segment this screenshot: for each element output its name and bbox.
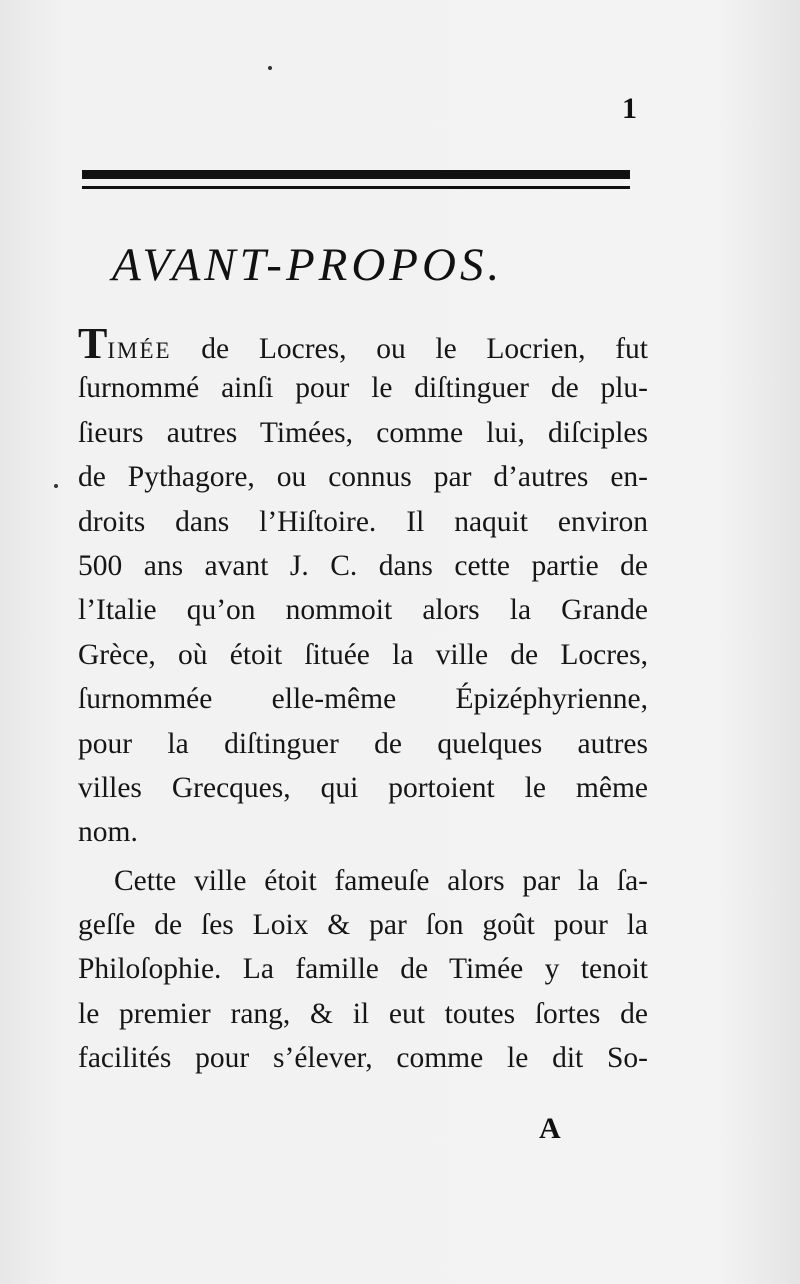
text-line: ſieurs autres Timées, comme lui, diſciples bbox=[78, 416, 648, 449]
text-line: facilités pour s’élever, comme le dit So- bbox=[78, 1042, 648, 1075]
text-line: ſurnommé ainſi pour le diſtinguer de plu- bbox=[78, 372, 648, 405]
text-line: geſſe de ſes Loix & par ſon goût pour la bbox=[78, 909, 648, 942]
text-line: ſurnommée elle-même Épizéphyrienne, bbox=[78, 683, 648, 716]
page-title: AVANT-PROPOS. bbox=[112, 239, 504, 291]
text-line: nom. bbox=[78, 816, 138, 849]
text-line: l’Italie qu’on nommoit alors la Grande bbox=[78, 594, 648, 627]
header-rule-thin bbox=[82, 186, 630, 189]
text-line: villes Grecques, qui portoient le même bbox=[78, 771, 648, 804]
small-caps-word: IMÉE bbox=[107, 338, 172, 363]
text-line: le premier rang, & il eut toutes ſortes de bbox=[78, 997, 648, 1030]
text-line: Cette ville étoit fameuſe alors par la ſa- bbox=[114, 864, 648, 897]
ink-speck bbox=[268, 66, 272, 70]
signature-mark: A bbox=[539, 1112, 561, 1145]
page-number: 1 bbox=[622, 92, 637, 125]
drop-cap: T bbox=[78, 319, 108, 368]
text-line: Philoſophie. La famille de Timée y tenoit bbox=[78, 953, 648, 986]
first-line bbox=[78, 319, 648, 368]
text-line: droits dans l’Hiſtoire. Il naquit environ bbox=[78, 505, 648, 538]
text-line: 500 ans avant J. C. dans cette partie de bbox=[78, 549, 648, 582]
text-line: Grèce, où étoit ſituée la ville de Locres, bbox=[78, 638, 648, 671]
first-line-rest: de Locres, ou le Locrien, fut bbox=[171, 333, 648, 365]
text-line: pour la diſtinguer de quelques autres bbox=[78, 727, 648, 760]
body-text bbox=[78, 319, 648, 1081]
ink-speck bbox=[54, 484, 58, 488]
header-rule-thick bbox=[82, 170, 630, 179]
text-line: de Pythagore, ou connus par d’autres en- bbox=[78, 461, 648, 494]
